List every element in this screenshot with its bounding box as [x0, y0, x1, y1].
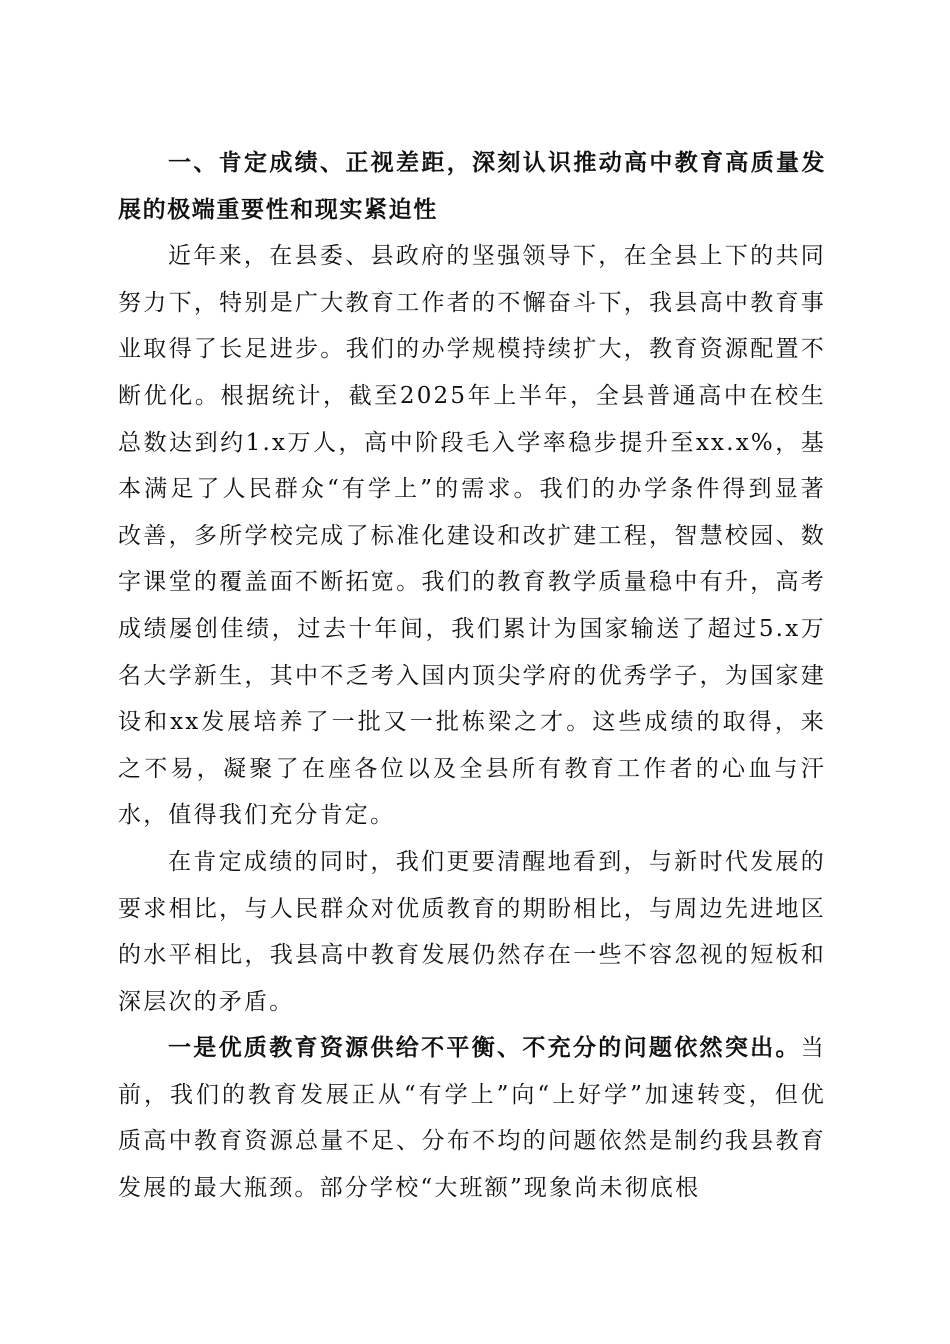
point-one-lead: 一是优质教育资源供给不平衡、不充分的问题依然突出。	[168, 1035, 801, 1062]
paragraph-point-one	[118, 1025, 826, 1211]
paragraph-achievements: 近年来，在县委、县政府的坚强领导下，在全县上下的共同努力下，特别是广大教育工作者的不懈奋斗下，我县高中教育事业取得了长足进步。我们的办学规模持续扩大，教育资源配置不断优化。根据统计，截至2025年上半年，全县普通高中在校生总数达到约1.x万人，高中阶段毛入学率稳步提升至xx.x%，基本满足了人民群众“有学上”的需求。我们的办学条件得到显著改善，多所学校完成了标准化建设和改扩建工程，智慧校园、数字课堂的覆盖面不断拓宽。我们的教育教学质量稳中有升，高考成绩屡创佳绩，过去十年间，我们累计为国家输送了超过5.x万名大学新生，其中不乏考入国内顶尖学府的优秀学子，为国家建设和xx发展培养了一批又一批栋梁之才。这些成绩的取得，来之不易，凝聚了在座各位以及全县所有教育工作者的心血与汗水，值得我们充分肯定。	[118, 243, 826, 829]
section-heading: 一、肯定成绩、正视差距，深刻认识推动高中教育高质量发展的极端重要性和现实紧迫性	[118, 150, 826, 223]
paragraph-shortcomings: 在肯定成绩的同时，我们更要清醒地看到，与新时代发展的要求相比，与人民群众对优质教育的期盼相比，与周边先进地区的水平相比，我县高中教育发展仍然存在一些不容忽视的短板和深层次的矛盾。	[118, 848, 826, 1015]
document-body	[118, 140, 826, 1212]
point-one-body: 当前，我们的教育发展正从“有学上”向“上好学”加速转变，但优质高中教育资源总量不足、分布不均的问题依然是制约我县教育发展的最大瓶颈。部分学校“大班额”现象尚未彻底根	[118, 1035, 826, 1202]
